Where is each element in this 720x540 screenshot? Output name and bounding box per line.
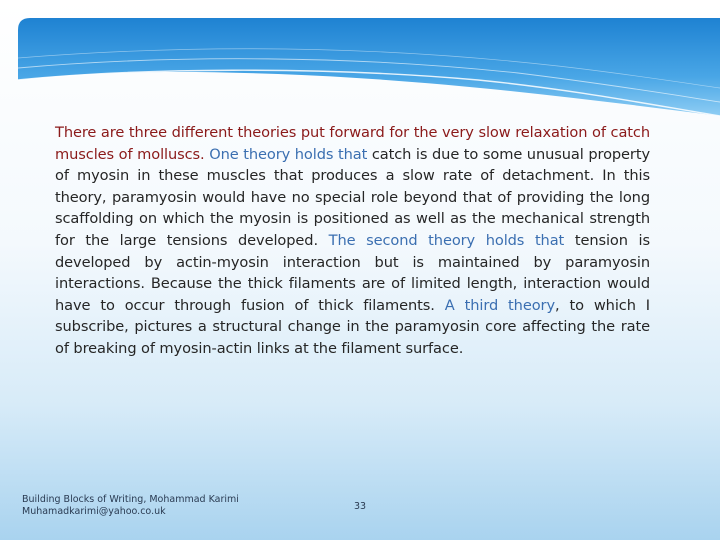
footer-credit-email: Muhamadkarimi@yahoo.co.uk [22,506,166,517]
theory-two-text: tension is developed by actin-myosin interaction but is maintained by paramyosin interactions. Because the thick filaments are of limited length, interaction would have to occur through fusion of thick filaments. [55,231,650,314]
header-wave-band [18,18,720,128]
theory-three-label: A third theory [444,296,555,314]
theory-one-label: One theory holds that [209,145,368,163]
theory-three-text: , to which I subscribe, pictures a structural change in the paramyosin core affecting the rate of breaking of myosin-actin links at the filament surface. [55,296,650,357]
header-wave-graphic [18,18,720,128]
theory-two-label: The second theory holds that [328,231,565,249]
theory-one-text: catch is due to some unusual property of myosin in these muscles that produces a slow rate of detachment. In this theory, paramyosin would have no special role beyond that of providing the long scaffolding on which the myosin is positioned as well as the mechanical strength for the large tensions developed. [55,145,650,249]
intro-sentence: There are three different theories put forward for the very slow relaxation of catch muscles of molluscs. [55,124,650,163]
footer-credit-author: Building Blocks of Writing, Mohammad Karimi [22,494,239,505]
body-paragraph [55,122,650,360]
footer-credit [22,494,239,518]
page-number: 33 [354,501,367,512]
